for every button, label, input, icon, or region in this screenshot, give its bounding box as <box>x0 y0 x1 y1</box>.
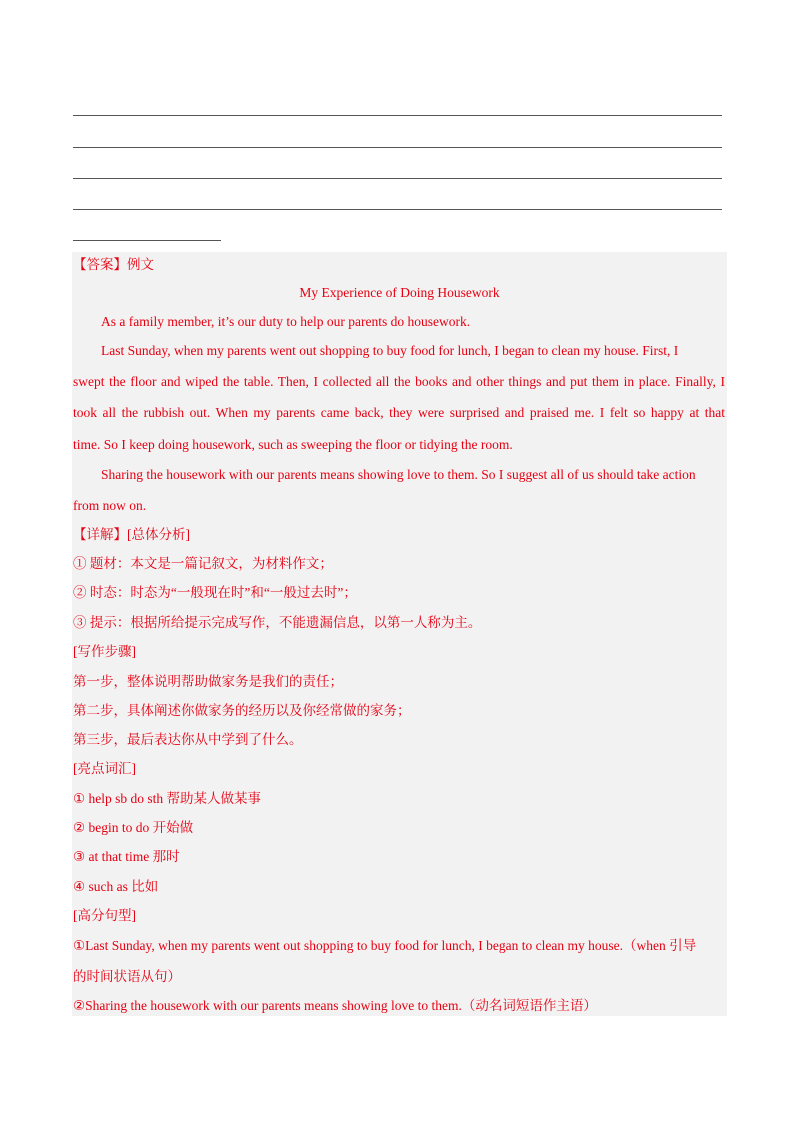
analysis-item-2: ② 时态：时态为“一般现在时”和“一般过去时”； <box>73 585 357 600</box>
essay-title: My Experience of Doing Housework <box>299 285 500 300</box>
essay-paragraph-3-line-1: Sharing the housework with our parents means showing love to them. So I suggest all of us should take action <box>101 467 696 482</box>
vocab-item-4: ④ such as 比如 <box>73 879 159 894</box>
step-2: 第二步，具体阐述你做家务的经历以及你经常做的家务； <box>73 703 411 718</box>
sentence-1-line-2: 的时间状语从句） <box>73 969 181 984</box>
blank-writing-line-3 <box>73 178 722 179</box>
essay-paragraph-1: As a family member, it’s our duty to help our parents do housework. <box>101 314 471 329</box>
sentence-label: [高分句型] <box>73 908 136 923</box>
answer-label: 【答案】例文 <box>73 257 154 272</box>
analysis-item-1: ① 题材：本文是一篇记叙文，为材料作文； <box>73 556 333 571</box>
vocab-label: [亮点词汇] <box>73 761 136 776</box>
essay-paragraph-2-line-4: time. So I keep doing housework, such as sweeping the floor or tidying the room. <box>73 437 513 452</box>
step-3: 第三步，最后表达你从中学到了什么。 <box>73 732 303 747</box>
blank-writing-line-4 <box>73 209 722 210</box>
vocab-item-3: ③ at that time 那时 <box>73 849 180 864</box>
sentence-1-line-1: ①Last Sunday, when my parents went out shopping to buy food for lunch, I began to clean my house.（when 引导 <box>73 938 697 953</box>
steps-label: [写作步骤] <box>73 644 136 659</box>
analysis-item-3: ③ 提示：根据所给提示完成写作，不能遗漏信息，以第一人称为主。 <box>73 615 482 630</box>
blank-writing-line-5 <box>73 240 221 241</box>
explain-label: 【详解】[总体分析] <box>73 527 190 542</box>
essay-paragraph-3-line-2: from now on. <box>73 498 147 513</box>
vocab-item-1: ① help sb do sth 帮助某人做某事 <box>73 791 261 806</box>
blank-writing-line-1 <box>73 115 722 116</box>
step-1: 第一步，整体说明帮助做家务是我们的责任； <box>73 674 343 689</box>
answer-section <box>72 252 727 1016</box>
essay-paragraph-2-line-1: Last Sunday, when my parents went out shopping to buy food for lunch, I began to clean my house. First, I <box>101 343 679 358</box>
vocab-item-2: ② begin to do 开始做 <box>73 820 194 835</box>
essay-paragraph-2-line-3: took all the rubbish out. When my parents came back, they were surprised and praised me. I felt so happy at that <box>73 405 725 420</box>
sentence-2: ②Sharing the housework with our parents means showing love to them.（动名词短语作主语） <box>73 998 597 1013</box>
essay-paragraph-2-line-2: swept the floor and wiped the table. Then, I collected all the books and other things and put them in place. Finally, I <box>73 374 725 389</box>
blank-writing-line-2 <box>73 147 722 148</box>
